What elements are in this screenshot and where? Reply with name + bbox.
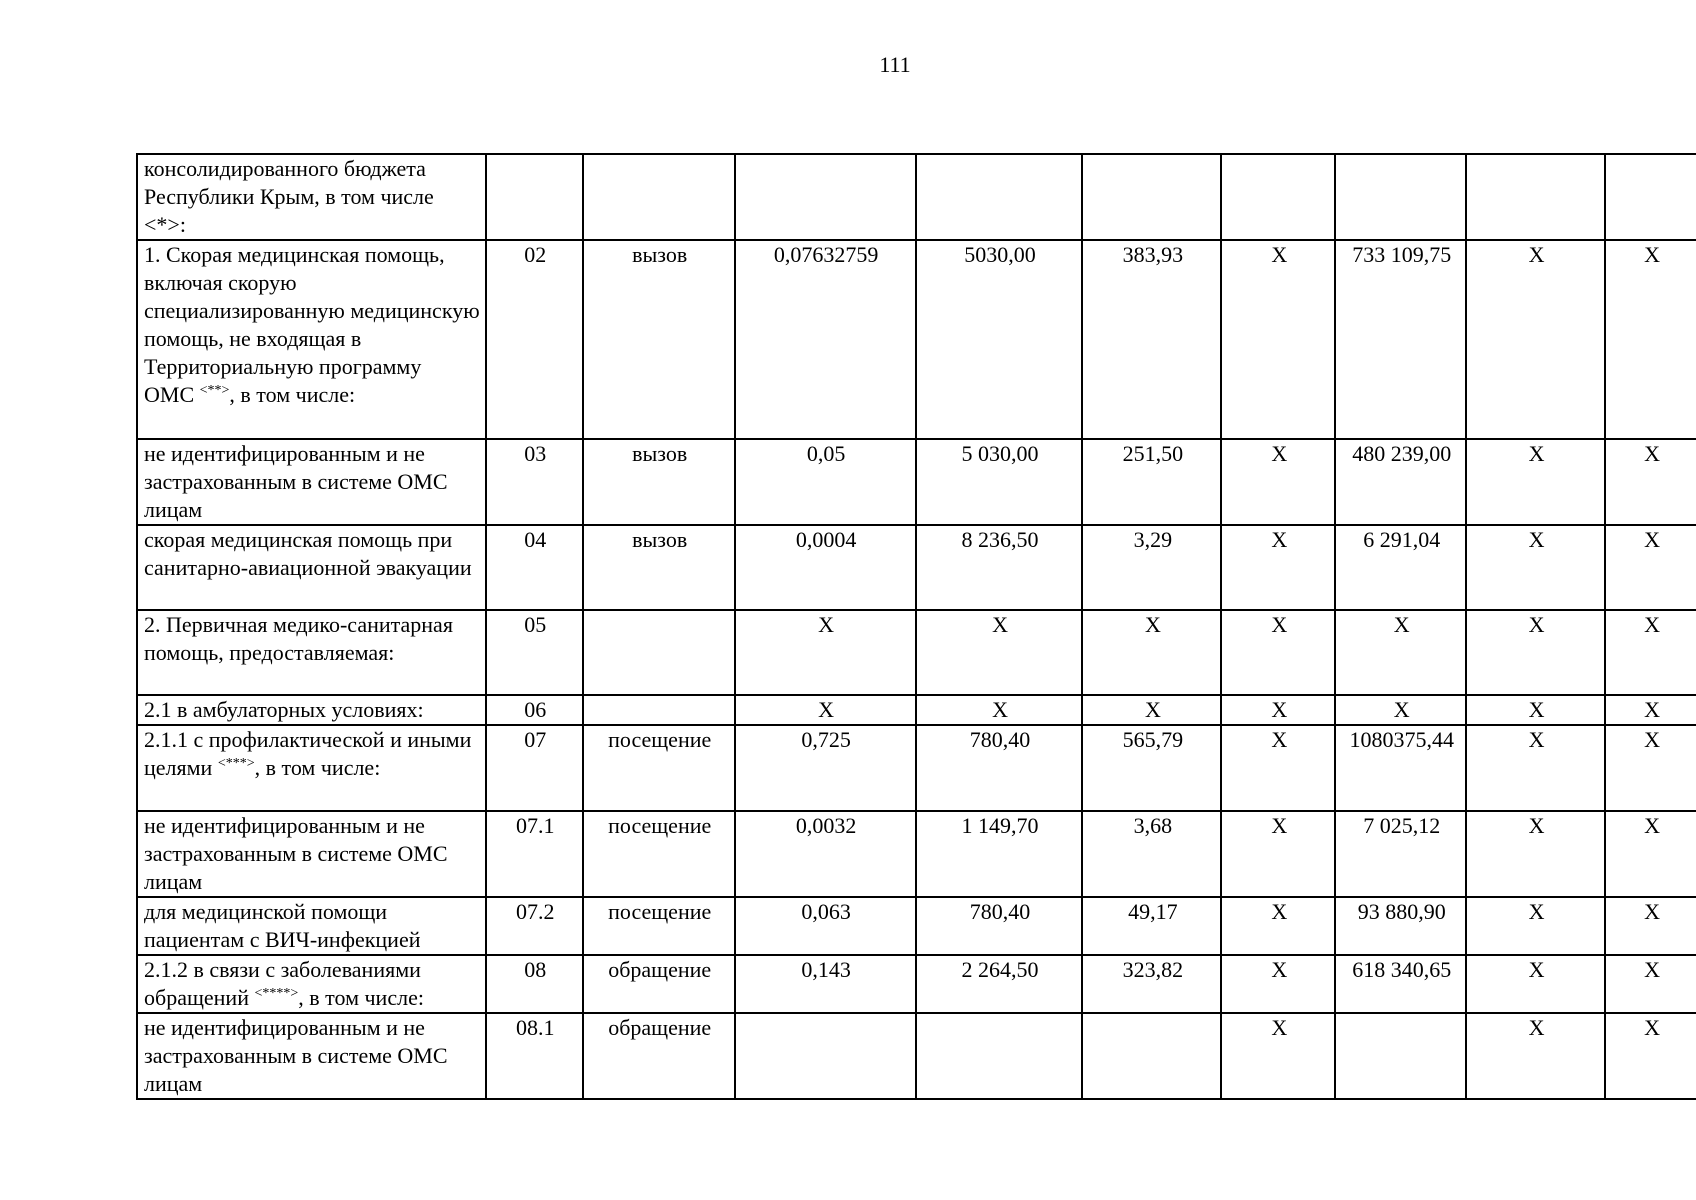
cell-col5: X [916,610,1083,695]
cell-col9: X [1466,955,1605,1013]
cell-col8: X [1335,610,1466,695]
cell-col4 [735,154,916,240]
cell-col6: X [1082,610,1221,695]
table-row [137,525,1696,610]
row-code: 07.1 [486,811,583,897]
row-unit [583,154,735,240]
cell-col8: 1080375,44 [1335,725,1466,811]
cell-col6: 565,79 [1082,725,1221,811]
cell-col7: X [1221,811,1335,897]
row-unit: посещение [583,897,735,955]
row-unit [583,610,735,695]
cell-col5: X [916,695,1083,725]
row-code [486,154,583,240]
row-description: 2.1 в амбулаторных условиях: [137,695,486,725]
cell-col9: X [1466,695,1605,725]
row-description [137,955,486,1013]
row-description-text: 1. Скорая медицинская помощь, включая скорую специализированную медицинскую помощь, не входящая в Территориальную программу ОМС [144,242,480,407]
cell-col10: X [1605,897,1696,955]
cell-col9: X [1466,897,1605,955]
cell-col6: X [1082,695,1221,725]
cell-col7: X [1221,240,1335,439]
cell-col10 [1605,154,1696,240]
cell-col7: X [1221,525,1335,610]
row-description: для медицинской помощи пациентам с ВИЧ-инфекцией [137,897,486,955]
table-row [137,955,1696,1013]
cell-col4: X [735,610,916,695]
row-code: 02 [486,240,583,439]
row-description-tail: , в том числе: [298,985,424,1010]
cell-col9: X [1466,725,1605,811]
cell-col10: X [1605,439,1696,525]
cell-col9 [1466,154,1605,240]
cell-col5: 780,40 [916,897,1083,955]
volume-cost-table [136,153,1696,1100]
row-code: 06 [486,695,583,725]
row-description: не идентифицированным и не застрахованным в системе ОМС лицам [137,811,486,897]
row-description: не идентифицированным и не застрахованным в системе ОМС лицам [137,1013,486,1099]
cell-col5: 1 149,70 [916,811,1083,897]
cell-col5: 5030,00 [916,240,1083,439]
cell-col6: 323,82 [1082,955,1221,1013]
cell-col4: 0,0032 [735,811,916,897]
cell-col4: 0,063 [735,897,916,955]
cell-col10: X [1605,695,1696,725]
cell-col8: X [1335,695,1466,725]
row-code: 05 [486,610,583,695]
cell-col7: X [1221,1013,1335,1099]
cell-col9: X [1466,439,1605,525]
table-row [137,154,1696,240]
row-unit: посещение [583,811,735,897]
cell-col8: 618 340,65 [1335,955,1466,1013]
cell-col9: X [1466,610,1605,695]
cell-col9: X [1466,525,1605,610]
cell-col4: 0,725 [735,725,916,811]
cell-col7: X [1221,725,1335,811]
cell-col4: 0,07632759 [735,240,916,439]
cell-col7: X [1221,695,1335,725]
row-description-text: 2.1.2 в связи с заболеваниями обращений [144,957,421,1010]
row-code: 08 [486,955,583,1013]
row-description: скорая медицинская помощь при санитарно-авиационной эвакуации [137,525,486,610]
cell-col6 [1082,1013,1221,1099]
cell-col6: 383,93 [1082,240,1221,439]
page-number: 111 [879,52,911,77]
row-description-tail: , в том числе: [229,382,356,407]
cell-col5: 2 264,50 [916,955,1083,1013]
table-row [137,439,1696,525]
cell-col8: 733 109,75 [1335,240,1466,439]
table-row [137,610,1696,695]
row-description [137,240,486,439]
row-description: не идентифицированным и не застрахованным в системе ОМС лицам [137,439,486,525]
row-unit [583,695,735,725]
cell-col10: X [1605,955,1696,1013]
row-code: 08.1 [486,1013,583,1099]
cell-col5 [916,154,1083,240]
cell-col5: 8 236,50 [916,525,1083,610]
row-code: 04 [486,525,583,610]
cell-col6: 3,29 [1082,525,1221,610]
table-row [137,897,1696,955]
cell-col4: X [735,695,916,725]
footnote-marker: <**> [199,383,230,398]
table-row [137,695,1696,725]
cell-col10: X [1605,240,1696,439]
cell-col7: X [1221,897,1335,955]
cell-col7: X [1221,610,1335,695]
cell-col10: X [1605,525,1696,610]
row-unit: обращение [583,1013,735,1099]
cell-col7 [1221,154,1335,240]
cell-col4: 0,05 [735,439,916,525]
cell-col7: X [1221,439,1335,525]
row-description-text: 2.1.1 с профилактической и иными целями [144,727,472,780]
row-description: консолидированного бюджета Республики Крым, в том числе <*>: [137,154,486,240]
row-description [137,725,486,811]
row-code: 03 [486,439,583,525]
cell-col9: X [1466,811,1605,897]
cell-col5 [916,1013,1083,1099]
row-description: 2. Первичная медико-санитарная помощь, предоставляемая: [137,610,486,695]
cell-col8: 93 880,90 [1335,897,1466,955]
cell-col4: 0,0004 [735,525,916,610]
table-row [137,240,1696,439]
cell-col9: X [1466,1013,1605,1099]
row-unit: посещение [583,725,735,811]
cell-col6: 3,68 [1082,811,1221,897]
cell-col9: X [1466,240,1605,439]
row-unit: вызов [583,240,735,439]
cell-col5: 780,40 [916,725,1083,811]
cell-col10: X [1605,811,1696,897]
cell-col6: 49,17 [1082,897,1221,955]
table-row [137,1013,1696,1099]
cell-col8: 6 291,04 [1335,525,1466,610]
cell-col10: X [1605,725,1696,811]
table-row [137,725,1696,811]
cell-col5: 5 030,00 [916,439,1083,525]
footnote-marker: <***> [217,756,255,771]
row-unit: вызов [583,439,735,525]
cell-col10: X [1605,610,1696,695]
cell-col8 [1335,1013,1466,1099]
cell-col4 [735,1013,916,1099]
cell-col7: X [1221,955,1335,1013]
cell-col8: 480 239,00 [1335,439,1466,525]
cell-col10: X [1605,1013,1696,1099]
row-unit: вызов [583,525,735,610]
table-row [137,811,1696,897]
row-description-tail: , в том числе: [254,755,381,780]
row-code: 07 [486,725,583,811]
row-unit: обращение [583,955,735,1013]
cell-col8: 7 025,12 [1335,811,1466,897]
cell-col6: 251,50 [1082,439,1221,525]
cell-col4: 0,143 [735,955,916,1013]
cell-col6 [1082,154,1221,240]
cell-col8 [1335,154,1466,240]
row-code: 07.2 [486,897,583,955]
footnote-marker: <****> [254,986,299,1001]
